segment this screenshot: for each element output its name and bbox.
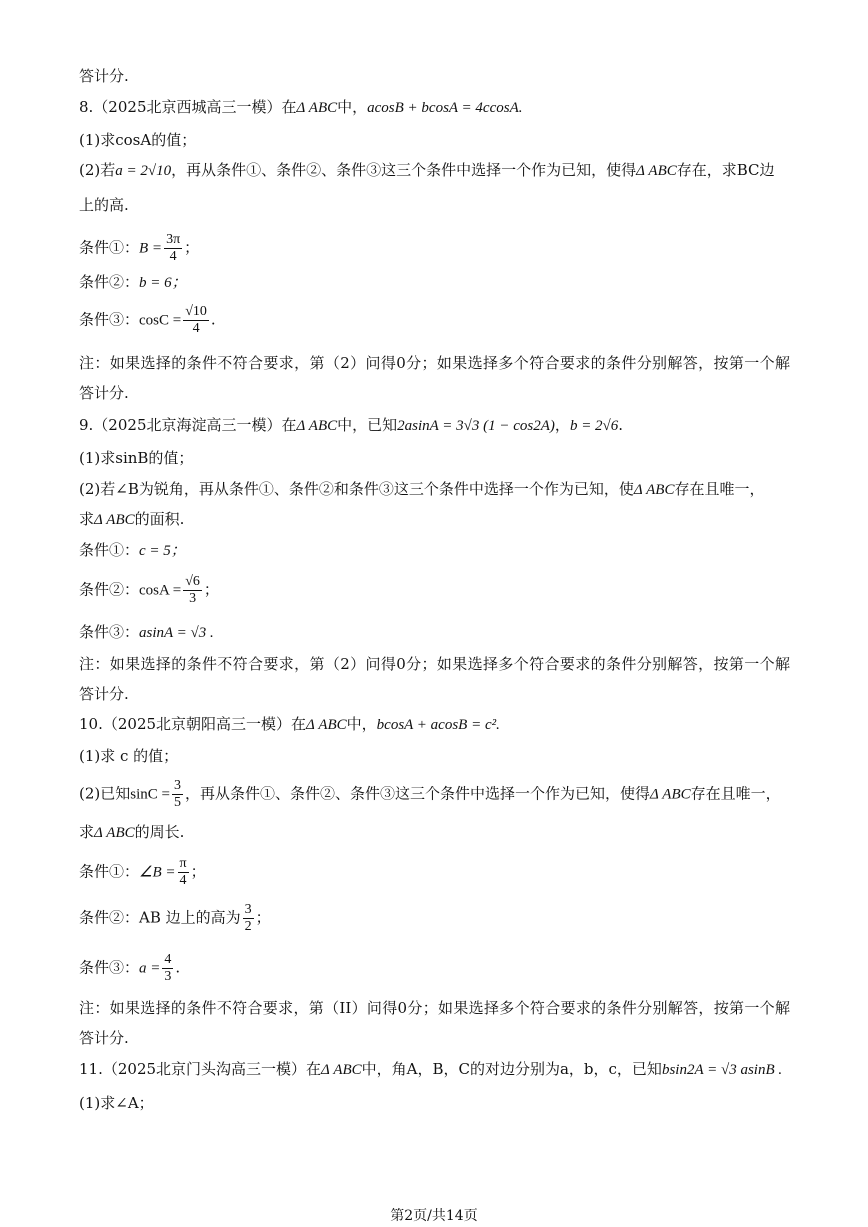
text-line: 答计分. <box>79 67 129 85</box>
question-10-part-1: (1)求 c 的值； <box>79 747 179 765</box>
question-8-title: 8.（2025北京西城高三一模）在Δ ABC中，acosB + bcosA = 4ccosA. <box>79 98 523 116</box>
question-11-title: 11.（2025北京门头沟高三一模）在Δ ABC中，角A，B，C的对边分别为a，b，c，已知bsin2A = √3 asinB . <box>79 1060 783 1078</box>
question-8-note-cont: 答计分. <box>79 384 129 402</box>
question-8-part-1: (1)求cosA的值； <box>79 131 197 149</box>
question-8-condition-3: 条件③：cosC = $\frac{√10}{4}$ . <box>79 304 216 336</box>
question-10-condition-1: 条件①：∠B = $\frac{\pi}{4}$ ； <box>79 856 206 888</box>
page-footer: 第2页/共14页 <box>390 1208 478 1224</box>
question-9-condition-3: 条件③：asinA = √3 . <box>79 623 214 641</box>
question-9-part-2-cont: 求Δ ABC的面积. <box>79 510 185 528</box>
question-10-condition-3: 条件③：a = $\frac{4}{3}$ . <box>79 952 181 984</box>
question-8-note: 注：如果选择的条件不符合要求，第（2）问得0分；如果选择多个符合要求的条件分别解答，按第一个解 <box>79 354 790 372</box>
triangle-label: Δ ABC <box>296 100 338 116</box>
question-10-part-2-cont: 求Δ ABC的周长. <box>79 823 185 841</box>
fraction: $\frac{3}{2}$ <box>244 902 252 934</box>
question-8-condition-2: 条件②：b = 6； <box>79 273 187 291</box>
question-10-note-cont: 答计分. <box>79 1029 129 1047</box>
fraction: $\frac{3\pi}{4}$ <box>166 232 181 264</box>
question-9-condition-2: 条件②：cosA = $\frac{√6}{3}$ ； <box>79 574 219 606</box>
fraction: $\frac{3}{5}$ <box>173 778 181 810</box>
question-11-part-1: (1)求∠A； <box>79 1094 154 1112</box>
question-10-condition-2: 条件②：AB 边上的高为 $\frac{3}{2}$ ； <box>79 902 271 934</box>
question-8-part-2: (2)若a = 2√10，再从条件①、条件②、条件③这三个条件中选择一个作为已知，使得Δ ABC存在，求BC边 <box>79 161 775 179</box>
fraction: $\frac{√6}{3}$ <box>185 574 200 606</box>
fraction: $\frac{\pi}{4}$ <box>179 856 187 888</box>
question-9-part-1: (1)求sinB的值； <box>79 449 194 467</box>
question-9-title: 9.（2025北京海淀高三一模）在Δ ABC中，已知2asinA = 3√3 (1 − cos2A)，b = 2√6. <box>79 416 624 434</box>
question-8-condition-1: 条件①：B = $\frac{3\pi}{4}$ ； <box>79 232 200 264</box>
question-8-part-2-cont: 上的高. <box>79 196 129 214</box>
question-9-note: 注：如果选择的条件不符合要求，第（2）问得0分；如果选择多个符合要求的条件分别解答，按第一个解 <box>79 655 790 673</box>
question-10-title: 10.（2025北京朝阳高三一模）在Δ ABC中，bcosA + acosB = c². <box>79 715 500 733</box>
question-10-note: 注：如果选择的条件不符合要求，第（II）问得0分；如果选择多个符合要求的条件分别解答，按第一个解 <box>79 999 790 1017</box>
question-9-condition-1: 条件①：c = 5； <box>79 541 186 559</box>
fraction: $\frac{√10}{4}$ <box>185 304 207 336</box>
fraction: $\frac{4}{3}$ <box>164 952 172 984</box>
question-10-part-2: (2)已知sinC = $\frac{3}{5}$ ，再从条件①、条件②、条件③这三个条件中选择一个作为已知，使得Δ ABC存在且唯一， <box>79 778 781 810</box>
question-9-part-2: (2)若∠B为锐角，再从条件①、条件②和条件③这三个条件中选择一个作为已知，使Δ ABC存在且唯一， <box>79 480 765 498</box>
question-9-note-cont: 答计分. <box>79 685 129 703</box>
